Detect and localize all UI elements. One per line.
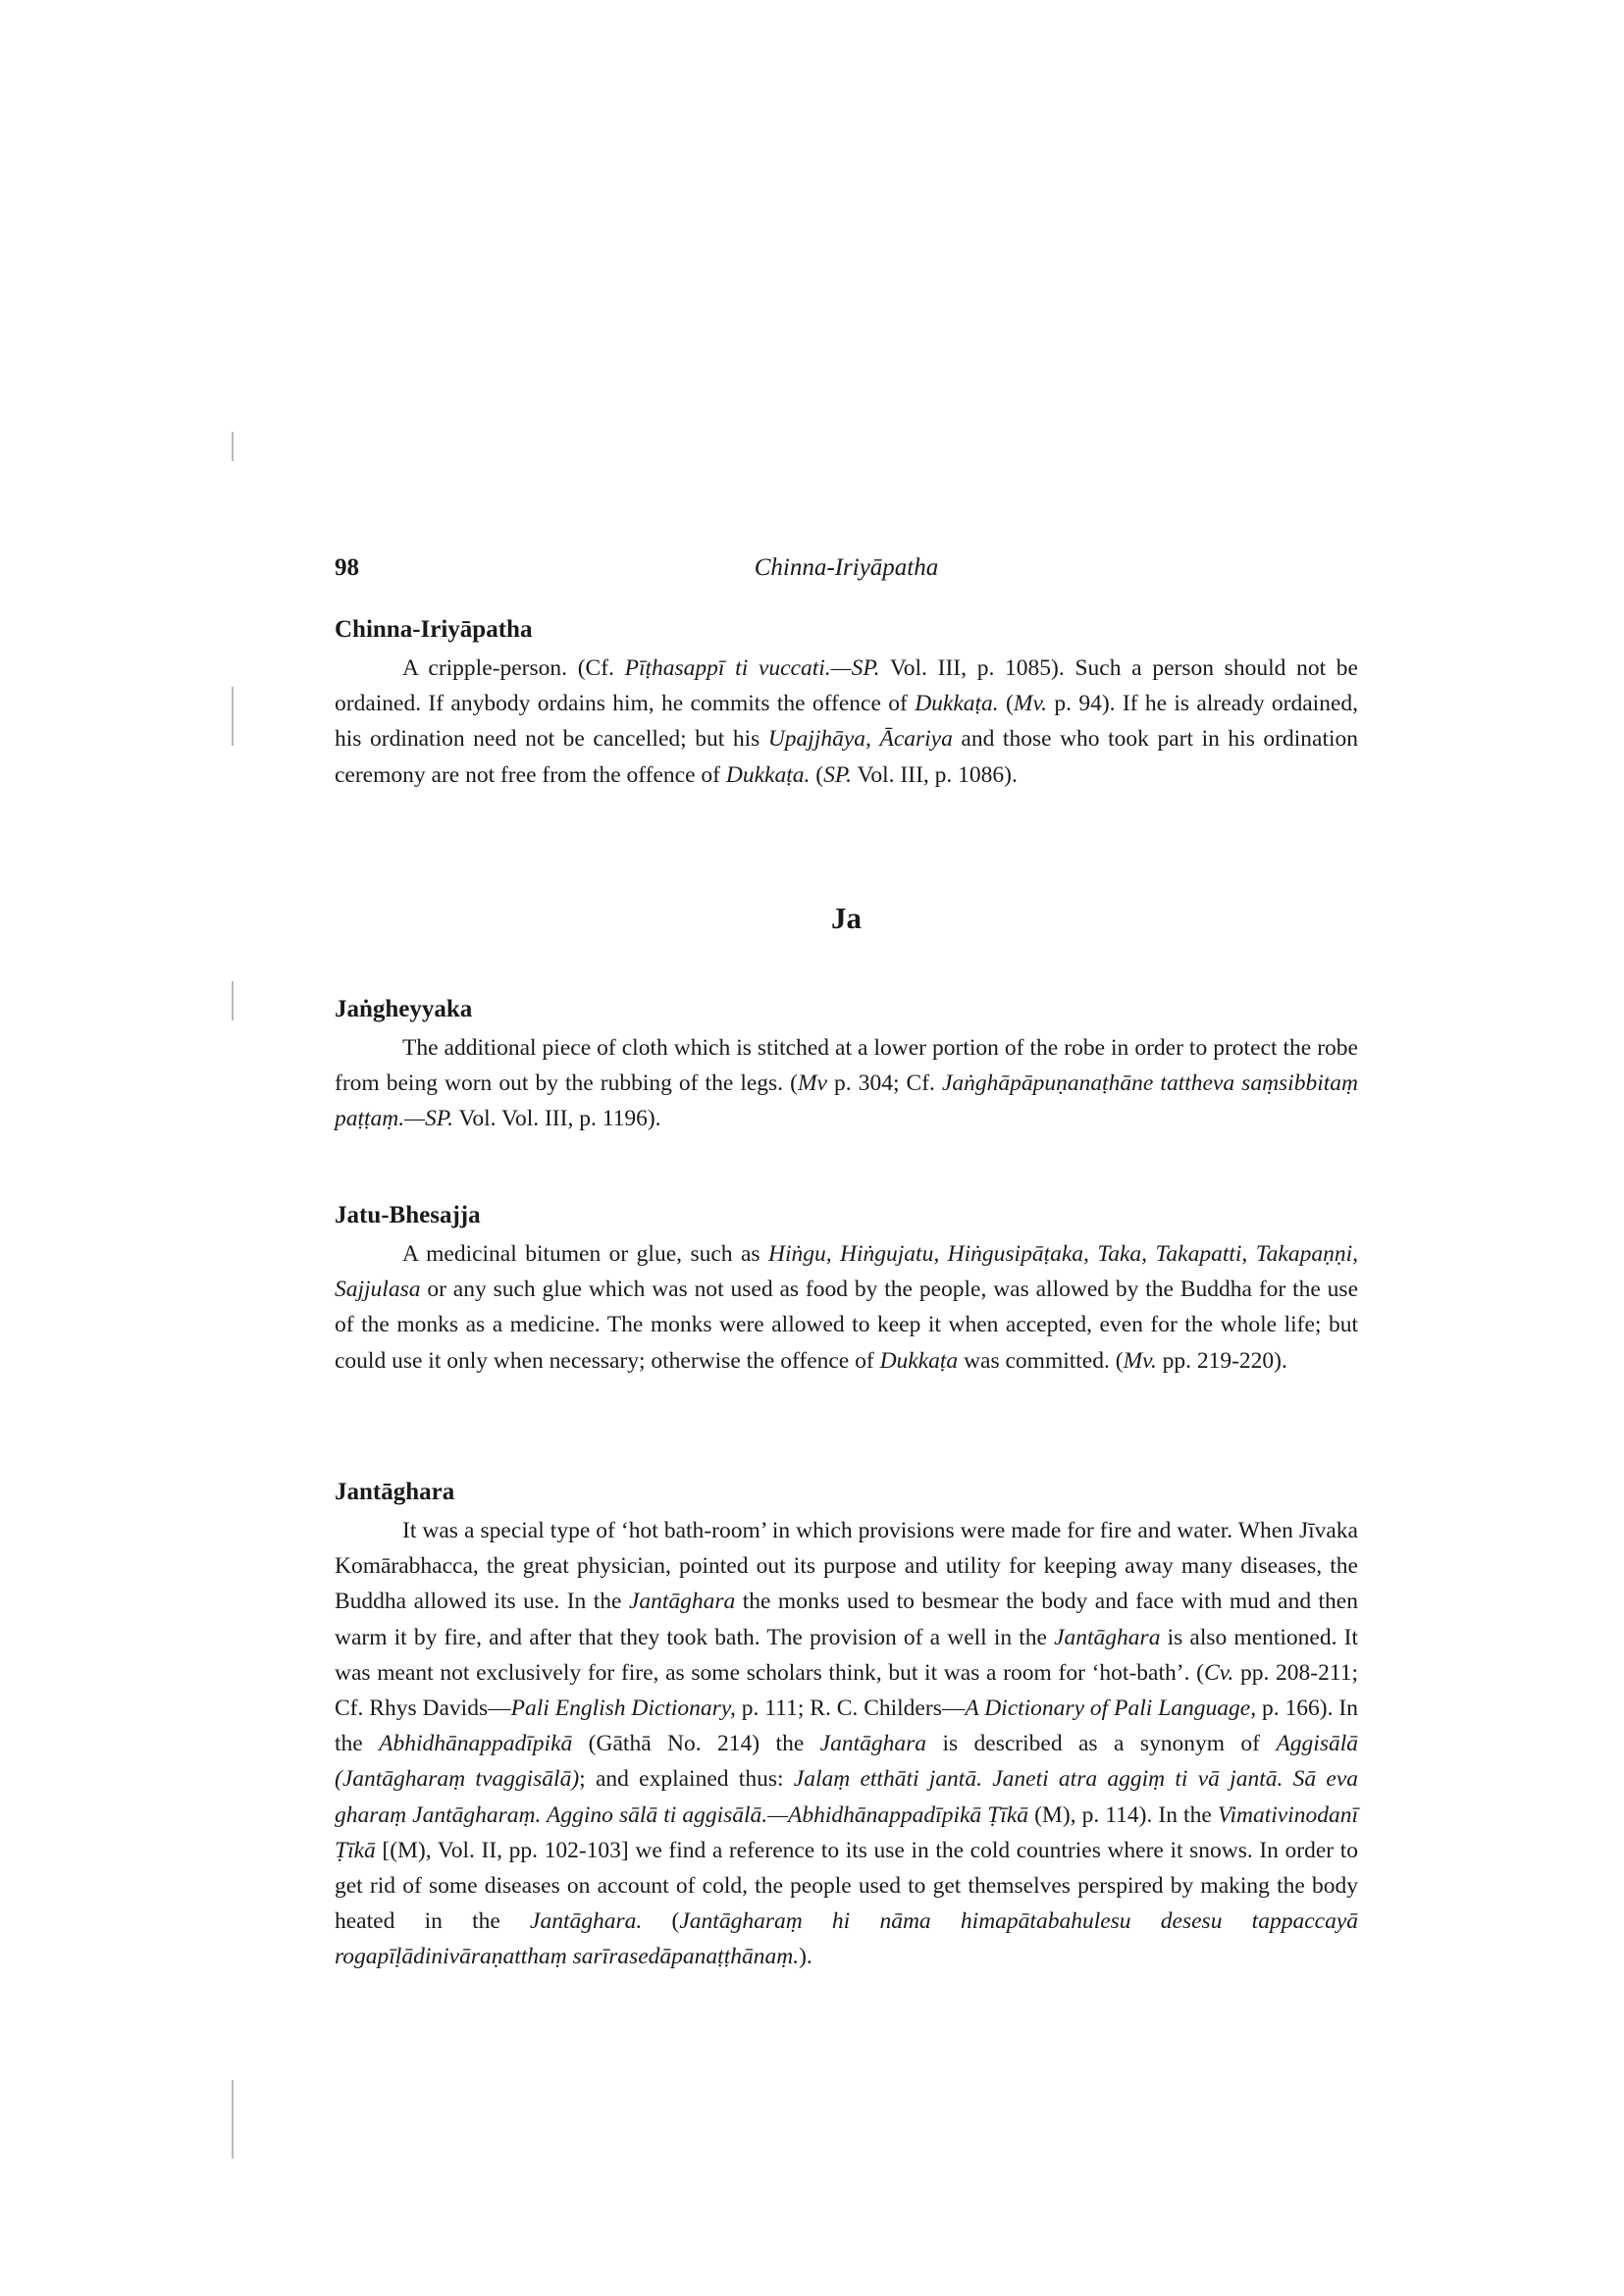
italic-text-run: Upajjhāya, Ācariya <box>767 726 953 753</box>
italic-text-run: Jantāgharaṃ hi nāma himapātabahulesu desesu tappaccayā rogapīḷādinivāraṇatthaṃ sarīrasedāpanaṭṭhānaṃ. <box>335 1908 1359 1970</box>
entry-title: Jantāghara <box>335 1479 455 1505</box>
text-run: and those who took part in his ordination ceremony are not free from the offence of <box>335 726 1358 788</box>
text-run: is also mentioned. It was meant not exclusively for fire, as some scholars think, but it was a room for ‘hot-bath’. ( <box>335 1624 1358 1686</box>
text-run: ( <box>998 691 1014 717</box>
text-run: p. 166). In the <box>335 1696 1359 1757</box>
entry-body <box>335 651 1358 793</box>
text-run: Vol. III, p. 1085). Such a person should not be ordained. If anybody ordains him, he commits the offence of <box>335 655 1358 717</box>
entry-body <box>335 1236 1358 1379</box>
text-run: ; and explained thus: <box>579 1766 794 1793</box>
italic-text-run: Jantāghara <box>1054 1624 1161 1650</box>
text-run: (Gāthā No. 214) the <box>572 1731 820 1757</box>
page-number: 98 <box>335 554 359 581</box>
text-run: The additional piece of cloth which is stitched at a lower portion of the robe in order to protect the robe from being worn out by the rubbing of the legs. ( <box>335 1035 1358 1097</box>
italic-text-run: Vimativinodanī Ṭīkā <box>335 1801 1358 1863</box>
italic-text-run: Jantāghara <box>819 1731 927 1757</box>
text-run: p. 304; Cf. <box>826 1070 942 1097</box>
italic-text-run: Abhidhānappadīpikā <box>379 1731 573 1757</box>
scan-artifact <box>232 687 234 746</box>
italic-text-run: A Dictionary of Pali Language, <box>965 1696 1257 1722</box>
entry-title: Chinna-Iriyāpatha <box>335 616 533 643</box>
italic-text-run: Dukkaṭa <box>879 1347 959 1374</box>
entry-chinna-iriyapatha <box>335 613 1358 793</box>
italic-text-run: Mv <box>797 1070 827 1097</box>
text-run: the monks used to besmear the body and face with mud and then warm it by fire, and after that they took bath. The provision of a well in the <box>335 1589 1358 1650</box>
italic-text-run: Hiṅgu, Hiṅgujatu, Hiṅgusipāṭaka, Taka, Takapatti, Takapaṇṇi, Sajjulasa <box>335 1241 1358 1303</box>
entry-title: Jaṅgheyyaka <box>335 996 473 1022</box>
entry-body <box>335 1030 1358 1137</box>
text-run: It was a special type of ‘hot bath-room’ in which provisions were made for fire and water. When Jīvaka Komārabhacca, the great physician, pointed out its purpose and utility for keeping away many diseases, the Buddha allowed its use. In the <box>335 1518 1358 1615</box>
text-run: A cripple-person. (Cf. <box>402 655 625 681</box>
italic-text-run: Mv. <box>1123 1347 1157 1374</box>
italic-text-run: Jaṅghāpāpuṇanaṭhāne tattheva saṃsibbitaṃ paṭṭaṃ.—SP. <box>335 1070 1358 1132</box>
italic-text-run: Mv. <box>1013 691 1048 717</box>
entry-title: Jatu-Bhesajja <box>335 1202 481 1228</box>
text-run: Vol. Vol. III, p. 1196). <box>453 1106 661 1132</box>
text-run: ). <box>799 1944 812 1970</box>
italic-text-run: Cv. <box>1203 1659 1234 1686</box>
section-letter: Ja <box>831 901 862 935</box>
text-run: ( <box>810 761 824 788</box>
text-run: ( <box>642 1908 680 1935</box>
text-run: A medicinal bitumen or glue, such as <box>402 1241 768 1267</box>
scan-artifact <box>232 981 234 1020</box>
italic-text-run: Jantāghara <box>628 1589 736 1615</box>
text-run: pp. 219-220). <box>1156 1347 1287 1374</box>
italic-text-run: Dukkaṭa. <box>725 761 811 788</box>
entry-jantaghara <box>335 1476 1358 1975</box>
text-run: or any such glue which was not used as food by the people, was allowed by the Buddha for the use of the monks as a medicine. The monks were allowed to keep it when accepted, even for the whole life; but could use it only when necessary; otherwise the offence of <box>335 1277 1358 1374</box>
text-run: p. 111; R. C. Childers— <box>735 1696 966 1722</box>
page-header <box>335 554 1358 594</box>
entry-jatu-bhesajja <box>335 1199 1358 1379</box>
text-run: is described as a synonym of <box>926 1731 1277 1757</box>
text-run: was committed. ( <box>958 1347 1124 1374</box>
entry-body <box>335 1513 1358 1975</box>
italic-text-run: Dukkaṭa. <box>915 691 999 717</box>
entry-jangheyyaka <box>335 993 1358 1137</box>
italic-text-run: Jalaṃ etthāti jantā. Janeti atra aggiṃ ti vā jantā. Sā eva gharaṃ Jantāgharaṃ. Aggino sālā ti aggisālā.—Abhidhānappadīpikā Ṭīkā <box>335 1766 1358 1828</box>
italic-text-run: Pali English Dictionary, <box>510 1696 736 1722</box>
text-run: Vol. III, p. 1086). <box>852 761 1018 788</box>
text-run: pp. 208-211; Cf. Rhys Davids— <box>335 1659 1359 1722</box>
italic-text-run: Jantāghara. <box>530 1908 643 1935</box>
italic-text-run: Aggisālā (Jantāgharaṃ tvaggisālā) <box>335 1731 1358 1793</box>
text-run: (M), p. 114). In the <box>1028 1801 1218 1828</box>
italic-text-run: SP. <box>823 761 853 788</box>
running-head: Chinna-Iriyāpatha <box>754 554 939 581</box>
scan-artifact <box>232 2080 234 2159</box>
italic-text-run: Pīṭhasappī ti vuccati.—SP. <box>624 655 880 681</box>
text-run: p. 94). If he is already ordained, his ordination need not be cancelled; but his <box>335 691 1359 753</box>
text-run: [(M), Vol. II, pp. 102-103] we find a reference to its use in the cold countries where it snows. In order to get rid of some diseases on account of cold, the people used to get themselves perspired by making the body heated in the <box>335 1837 1358 1935</box>
scan-artifact <box>232 432 234 461</box>
